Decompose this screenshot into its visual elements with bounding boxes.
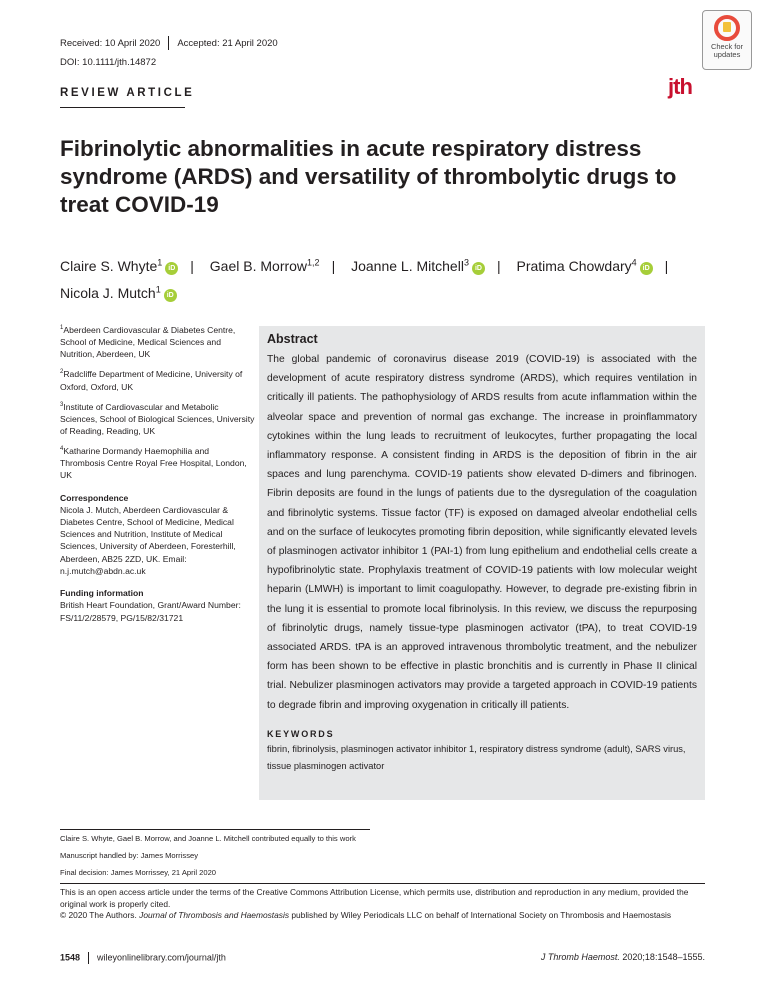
orcid-icon[interactable]: iD <box>165 262 178 275</box>
correspondence-text: Nicola J. Mutch, Aberdeen Cardiovascular & Diabetes Centre, School of Medicine, Medical Sciences and Nutrition, Institute of Medical Sciences, University of Aberdeen, Foresterhill, Aberdeen, AB25 2ZD, UK. Email: n.j.mutch@abdn.ac.uk <box>60 504 236 576</box>
orcid-icon[interactable]: iD <box>164 289 177 302</box>
article-title: Fibrinolytic abnormalities in acute respiratory distress syndrome (ARDS) and versatility of thrombolytic drugs to treat COVID-19 <box>60 136 677 217</box>
affiliation: $^2$Radcliffe Department of Medicine, University of Oxford, Oxford, UK <box>60 369 243 392</box>
abstract-box <box>259 326 705 800</box>
section-label: REVIEW ARTICLE <box>60 87 195 99</box>
abstract-text: The global pandemic of coronavirus disease 2019 (COVID-19) is associated with the development of acute respiratory distress syndrome (ARDS), which requires ventilation in critically ill patients. The pathophysiology of ARDS results from acute inflammation within the alveolar space and prevention of normal gas exchange. The increase in proinflammatory cytokines within the lung leads to recruitment of leukocytes, further propagating the local inflammatory response. A consistent finding in ARDS is the deposition of fibrin in the air spaces and lung parenchyma. COVID-19 patients show elevated D-dimers and fibrinogen. Fibrin deposits are found in the lungs of patients due to the dysregulation of the coagulation and fibrinolytic systems. Tissue factor (TF) is exposed on damaged alveolar endothelial cells and on the surface of leukocytes promoting fibrin deposition, while significantly elevated levels of plasminogen activator inhibitor 1 (PAI-1) from lung epithelium and endothelial cells create a hypofibrinolytic state. Prophylaxis treatment of COVID-19 patients with low molecular weight heparin (LMWH) is important to limit coagulopathy. However, to degrade pre-existing fibrin in the lung it is essential to promote local fibrinolysis. In this review, we discuss the repurposing of fibrinolytic drugs, namely tissue-type plasminogen activator (tPA), to treat COVID-19 associated ARDS. tPA is an approved intravenous thrombolytic treatment, and the nebulizer form has been shown to be effective in plastic bronchitis and is currently in Phase II clinical trial. Nebulizer plasminogen activators may provide a targeted approach in COVID-19 patients to degrade fibrin and improving oxygenation in critically ill patients. <box>267 354 697 711</box>
page-footer <box>60 952 705 964</box>
author-name[interactable]: Joanne L. Mitchell$^3$ <box>351 257 469 274</box>
orcid-icon[interactable]: iD <box>640 262 653 275</box>
correspondence-heading: Correspondence <box>60 492 129 503</box>
section-rule <box>60 107 185 108</box>
author-separator: | <box>331 257 336 274</box>
author-separator: | <box>664 257 669 274</box>
author-name[interactable]: Nicola J. Mutch$^1$ <box>60 284 161 302</box>
keywords-text: fibrin, fibrinolysis, plasminogen activator inhibitor 1, respiratory distress syndrome (adult), SARS virus, tissue plasminogen activator <box>267 743 686 771</box>
affiliation: $^1$Aberdeen Cardiovascular & Diabetes Centre, School of Medicine, Medical Sciences and Nutrition, Aberdeen, UK <box>60 324 236 360</box>
funding-heading: Funding information <box>60 588 144 599</box>
footnote: Claire S. Whyte, Gael B. Morrow, and Joanne L. Mitchell contributed equally to this work <box>60 834 356 843</box>
received-date: Received: 10 April 2020 <box>60 37 161 49</box>
author-name[interactable]: Pratima Chowdary$^4$ <box>516 257 637 274</box>
sidebar-info <box>60 322 255 624</box>
author-list <box>60 250 720 305</box>
article-dates <box>60 36 278 50</box>
footnotes <box>60 833 720 884</box>
page-number: 1548 <box>60 952 81 963</box>
footnote-rule <box>60 829 370 830</box>
journal-url[interactable]: wileyonlinelibrary.com/journal/jth <box>97 952 226 963</box>
accepted-date: Accepted: 21 April 2020 <box>177 37 278 49</box>
license-text <box>60 887 710 922</box>
copyright-statement: © 2020 The Authors. Journal of Thrombosis and Haemostasis published by Wiley Periodicals LLC on behalf of International Society on Thrombosis and Haemostasis <box>60 910 672 920</box>
abstract-heading: Abstract <box>267 332 318 346</box>
funding-text: British Heart Foundation, Grant/Award Number: FS/11/2/28579, PG/15/82/31721 <box>60 600 241 623</box>
author-name[interactable]: Gael B. Morrow$^{1,2}$ <box>209 257 320 274</box>
author-name[interactable]: Claire S. Whyte$^1$ <box>60 257 163 274</box>
journal-logo: jth <box>668 74 692 99</box>
license-statement: This is an open access article under the terms of the Creative Commons Attribution License, which permits use, distribution and reproduction in any medium, provided the original work is properly cited. <box>60 887 689 909</box>
crossmark-text: Check for updates <box>710 42 744 59</box>
author-separator: | <box>190 257 194 274</box>
footnote: Manuscript handled by: James Morrissey <box>60 851 199 860</box>
orcid-icon[interactable]: iD <box>472 262 485 275</box>
license-rule <box>60 883 705 884</box>
affiliation: $^3$Institute of Cardiovascular and Metabolic Sciences, School of Biological Sciences, University of Reading, Reading, UK <box>60 401 255 436</box>
author-separator: | <box>496 257 501 274</box>
affiliation: $^4$Katharine Dormandy Haemophilia and Thrombosis Centre Royal Free Hospital, London, UK <box>60 446 247 481</box>
check-for-updates-badge[interactable] <box>702 10 752 70</box>
footnote: Final decision: James Morrissey, 21 April 2020 <box>60 868 217 877</box>
citation: J Thromb Haemost. 2020;18:1548–1555. <box>540 952 705 962</box>
divider <box>168 36 169 50</box>
crossmark-icon <box>714 15 740 41</box>
doi[interactable]: DOI: 10.1111/jth.14872 <box>60 57 157 68</box>
divider <box>88 952 89 964</box>
keywords-heading: KEYWORDS <box>267 728 335 739</box>
